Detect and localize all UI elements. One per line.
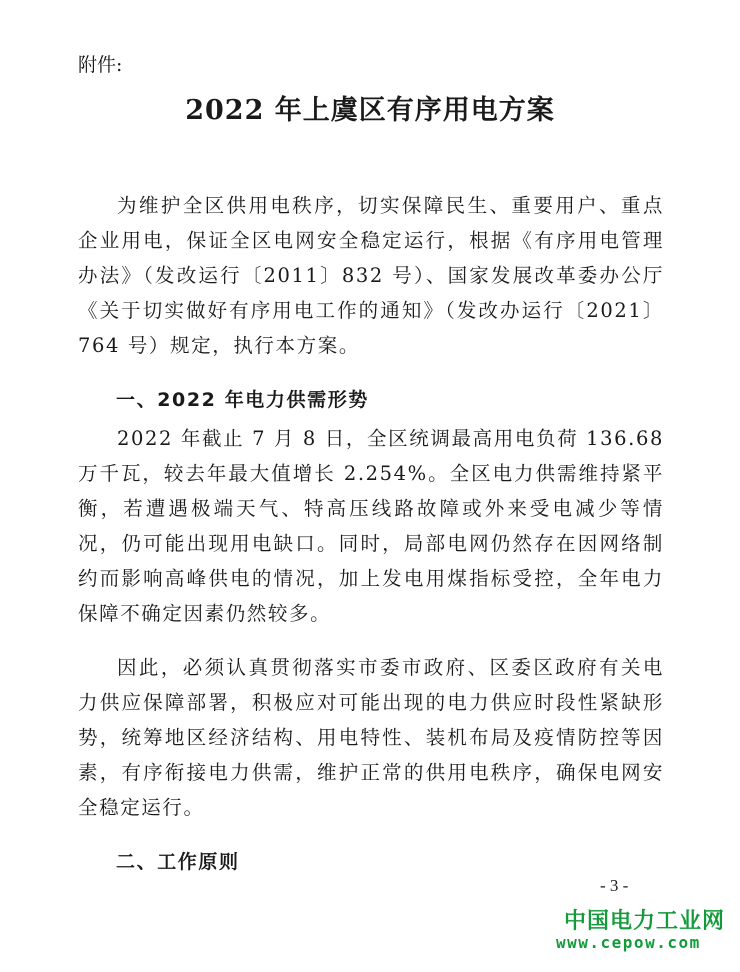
document-title: 2022 年上虞区有序用电方案	[185, 95, 555, 126]
situation-paragraph: 2022 年截止 7 月 8 日，全区统调最高用电负荷 136.68 万千瓦，较去年最大值增长 2.254%。全区电力供需维持紧平衡，若遭遇极端天气、特高压线路故障或外来受电减少等情况，仍可能出现用电缺口。同时，局部电网仍然存在因网络制约而影响高峰供电的情况，加上发电用煤指标受控，全年电力保障不确定因素仍然较多。	[78, 427, 664, 625]
page-number: - 3 -	[600, 876, 629, 895]
watermark-name: 中国电力工业网	[564, 909, 726, 934]
intro-paragraph: 为维护全区供用电秩序，切实保障民生、重要用户、重点企业用电，保证全区电网安全稳定运行，根据《有序用电管理办法》（发改运行〔2011〕832 号）、国家发展改革委办公厅《关于切实做好有序用电工作的通知》（发改办运行〔2021〕764 号）规定，执行本方案。	[78, 194, 664, 357]
measures-paragraph: 因此，必须认真贯彻落实市委市政府、区委区政府有关电力供应保障部署，积极应对可能出现的电力供应时段性紧缺形势，统筹地区经济结构、用电特性、装机布局及疫情防控等因素，有序衔接电力供需，维护正常的供用电秩序，确保电网安全稳定运行。	[78, 656, 664, 819]
watermark-url: www.cepow.com	[556, 933, 701, 952]
section-heading-1: 一、2022 年电力供需形势	[116, 389, 369, 411]
attachment-label: 附件:	[78, 54, 123, 76]
section-heading-2: 二、工作原则	[116, 851, 240, 873]
